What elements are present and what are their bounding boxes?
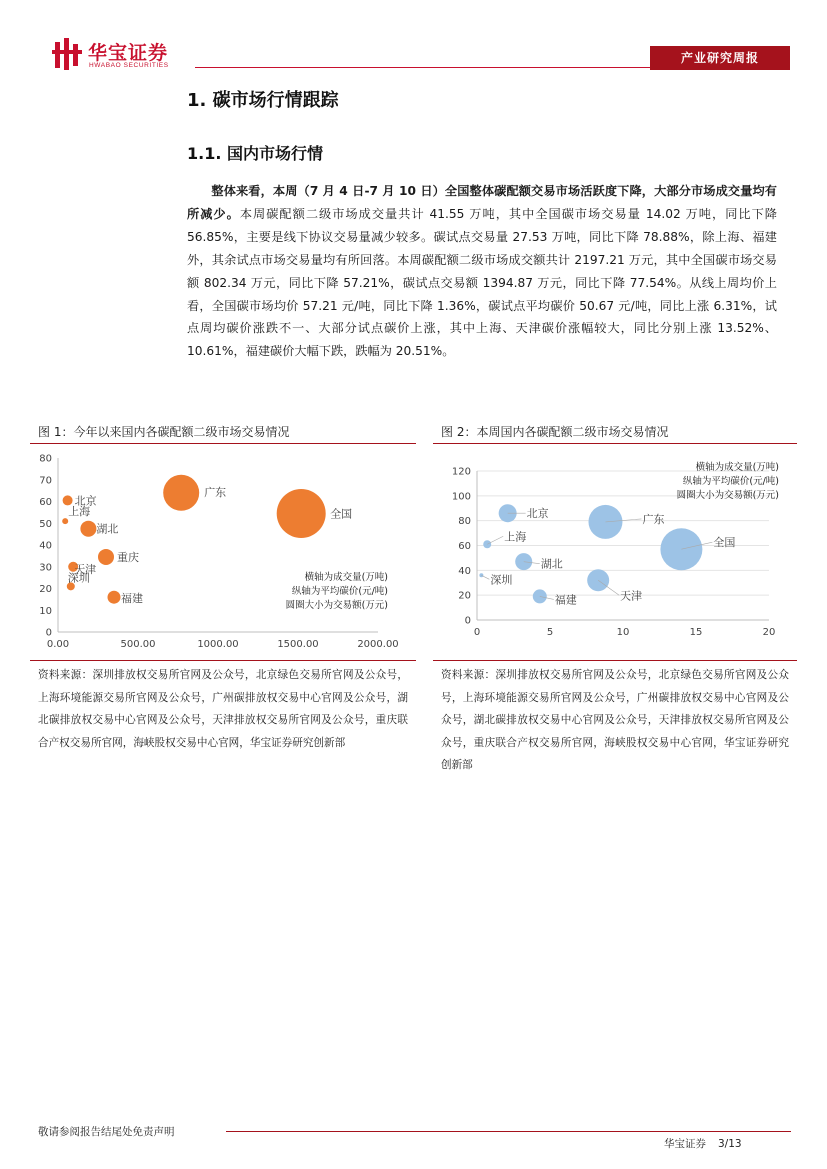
section-heading: 1. 碳市场行情跟踪: [187, 90, 339, 111]
x-tick-label: 1000.00: [197, 639, 239, 650]
y-tick-label: 20: [39, 584, 52, 595]
y-tick-label: 10: [39, 605, 52, 617]
x-tick-label: 500.00: [120, 639, 156, 650]
footer-divider: [226, 1131, 791, 1132]
x-tick-label: 10: [616, 627, 630, 638]
bubble-label: 全国: [713, 536, 736, 550]
label-leader: [481, 575, 489, 579]
bubble-label: 湖北: [96, 522, 119, 536]
bubble-全国: [277, 489, 326, 538]
bubble-label: 全国: [330, 507, 353, 521]
legend-note: 横轴为成交量(万吨): [304, 572, 388, 583]
y-tick-label: 20: [458, 590, 471, 602]
y-tick-label: 0: [464, 615, 471, 627]
bubble-湖北: [515, 553, 532, 570]
bubble-label: 广东: [642, 512, 665, 526]
bubble-label: 湖北: [540, 557, 563, 571]
bubble-广东: [588, 505, 622, 539]
bubble-label: 深圳: [490, 573, 513, 587]
bubble-label: 上海: [504, 530, 527, 544]
figure1-source: 资料来源：深圳排放权交易所官网及公众号，北京绿色交易所官网及公众号，上海环境能源交易所官网及公众号，广州碳排放权交易中心官网及公众号，湖北碳排放权交易中心官网及公众号，天津排放权交易所官网及公众号，重庆联合产权交易所官网，海峡股权交易中心官网，华宝证券研究创新部: [38, 669, 408, 749]
figure2-title: 图 2：本周国内各碳配额二级市场交易情况: [441, 425, 669, 439]
legend-note: 纵轴为平均碳价(元/吨): [682, 476, 779, 487]
y-tick-label: 100: [451, 491, 471, 503]
y-tick-label: 40: [39, 540, 52, 552]
x-tick-label: 15: [689, 627, 703, 638]
label-leader: [487, 536, 503, 544]
x-tick-label: 0: [473, 627, 481, 638]
legend-note: 圆圈大小为交易额(万元): [676, 490, 779, 501]
subsection-heading: 1.1. 国内市场行情: [187, 144, 323, 163]
x-tick-label: 0.00: [46, 639, 70, 650]
bubble-label: 北京: [74, 494, 97, 508]
figure2-bubble-chart: [433, 446, 797, 656]
bubble-label: 福建: [121, 592, 143, 606]
bubble-深圳: [479, 573, 483, 577]
x-tick-label: 1500.00: [277, 639, 319, 650]
bubble-label: 天津: [620, 589, 643, 603]
bubble-福建: [108, 591, 121, 604]
legend-note: 横轴为成交量(万吨): [695, 462, 779, 473]
x-tick-label: 20: [762, 627, 776, 638]
figure2-top-rule: [433, 443, 797, 444]
y-tick-label: 80: [39, 453, 52, 465]
header-divider: [195, 67, 650, 68]
y-tick-label: 50: [39, 518, 52, 530]
y-tick-label: 0: [45, 627, 52, 639]
bubble-重庆: [98, 549, 114, 565]
bubble-上海: [62, 518, 68, 524]
logo-mark-icon: [52, 38, 82, 70]
bubble-湖北: [80, 521, 96, 537]
bubble-广东: [163, 475, 199, 511]
y-tick-label: 70: [39, 475, 52, 487]
bubble-label: 深圳: [67, 571, 90, 585]
brand-name-cn: 华宝证券: [88, 42, 169, 64]
figure1-bottom-rule: [30, 660, 416, 661]
page-number: 3/13: [718, 1138, 742, 1150]
y-tick-label: 60: [458, 541, 471, 552]
brand-name-en: HWABAO SECURITIES: [89, 62, 169, 69]
bubble-label: 北京: [526, 507, 549, 521]
figure1-bubble-chart: [30, 446, 416, 656]
figure1-title: 图 1：今年以来国内各碳配额二级市场交易情况: [38, 425, 290, 439]
y-tick-label: 40: [458, 565, 471, 577]
y-tick-label: 80: [458, 516, 471, 528]
x-tick-label: 5: [546, 627, 554, 638]
figure1-top-rule: [30, 443, 416, 444]
bubble-label: 福建: [554, 593, 577, 607]
disclaimer-note: 敬请参阅报告结尾处免责声明: [38, 1126, 175, 1138]
report-type-tag: 产业研究周报: [650, 46, 790, 70]
bubble-label: 重庆: [117, 550, 139, 564]
legend-note: 纵轴为平均碳价(元/吨): [291, 586, 388, 597]
legend-note: 圆圈大小为交易额(万元): [285, 600, 388, 611]
x-tick-label: 2000.00: [357, 639, 399, 650]
body-paragraph: [187, 180, 777, 363]
y-tick-label: 60: [39, 497, 52, 508]
y-tick-label: 30: [39, 562, 52, 574]
bubble-label: 天津: [74, 562, 97, 576]
figure2-bottom-rule: [433, 660, 797, 661]
footer-brand: 华宝证券: [664, 1138, 706, 1150]
figure2-source: 资料来源：深圳排放权交易所官网及公众号，北京绿色交易所官网及公众号，上海环境能源交易所官网及公众号，广州碳排放权交易中心官网及公众号，湖北碳排放权交易中心官网及公众号，天津排放权交易所官网及公众号，重庆联合产权交易所官网，海峡股权交易中心官网，华宝证券研究创新部: [441, 669, 789, 771]
footer-page-info: [664, 1136, 742, 1151]
bubble-北京: [63, 495, 73, 505]
y-tick-label: 120: [451, 466, 471, 478]
bubble-label: 广东: [204, 485, 227, 499]
bubble-label: 上海: [68, 505, 91, 519]
paragraph-lead: 整体来看，本周（7 月 4 日-7 月 10 日）全国整体碳配额交易市场活跃度下降，大部分市场成交量均有所减少。: [187, 184, 777, 221]
paragraph-text: 本周碳配额二级市场成交量共计 41.55 万吨，其中全国碳市场交易量 14.02 万吨，同比下降 56.85%，主要是线下协议交易量减少较多。碳试点交易量 27.53 万吨，同比下降 78.88%，除上海、福建外，其余试点市场交易量均有所回落。本周碳配额二级市场成交额共计 2197.21 万元，其中全国碳市场交易额 802.34 万元，同比下降 57.21%，碳试点交易额 1394.87 万元，同比下降 77.54%。从线上周均价上看，全国碳市场均价 57.21 元/吨，同比下降 1.36%，碳试点平均碳价 50.67 元/吨，同比上涨 6.31%，试点周均碳价涨跌不一、大部分试点碳价上涨，其中上海、天津碳价涨幅较大，同比分别上涨 13.52%、10.61%，福建碳价大幅下跌，跌幅为 20.51%。: [187, 206, 777, 359]
